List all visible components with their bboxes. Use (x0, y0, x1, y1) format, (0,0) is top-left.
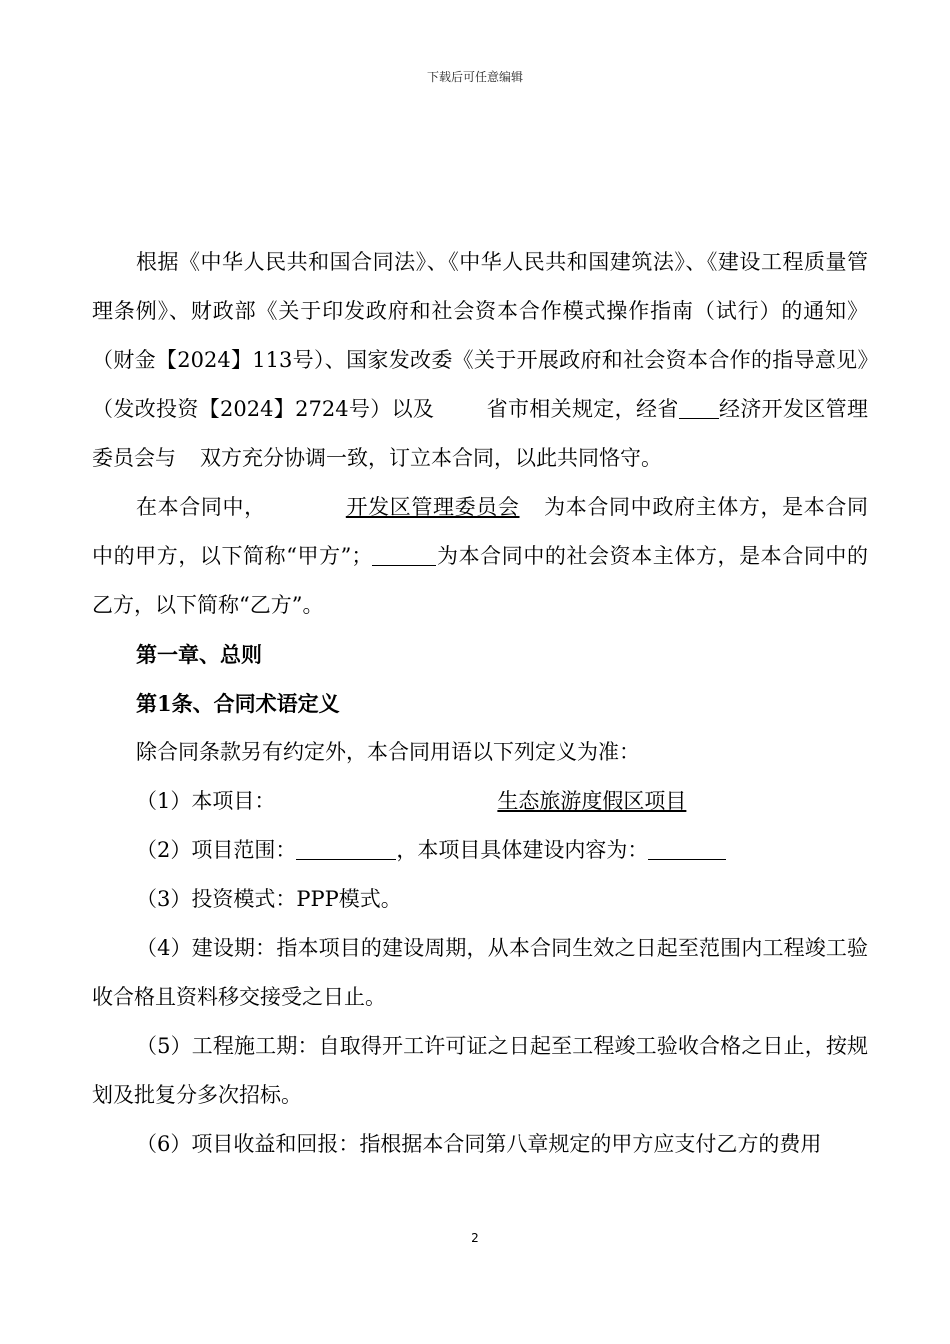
definition-item-3: （3）投资模式：PPP模式。 (136, 887, 402, 911)
parties-text-c: 为本合同中的社会资本主体方，是本合同中的乙方，以下简称“乙方”。 (92, 544, 868, 617)
article-heading: 第1条、合同术语定义 (136, 691, 340, 716)
preamble-text-a: 根据《中华人民共和国合同法》、《中华人民共和国建筑法》、《建设工程质量管理条例》、财政部《关于印发政府和社会资本合作模式操作指南（试行）的通知》（财金【2024】113号）、国家发改委《关于开展政府和社会资本合作的指导意见》（发改投资【2024】2724号）以及 (92, 250, 868, 421)
preamble-text-d: 双方充分协调一致，订立本合同，以此共同恪守。 (200, 446, 662, 470)
item1-label: （1）本项目： (136, 789, 276, 813)
province-blank (679, 397, 719, 419)
item2-label: （2）项目范围： (136, 838, 297, 862)
project-name: 生态旅游度假区项目 (497, 789, 687, 813)
item2-text: ，本项目具体建设内容为： (396, 838, 649, 862)
parties-text-b: 为本合同中政府主体方，是本合同中的甲方，以下简称“甲方”； (92, 495, 869, 568)
definition-item-6: （6）项目收益和回报：指根据本合同第八章规定的甲方应支付乙方的费用 (136, 1132, 822, 1156)
scope-blank (296, 838, 396, 860)
parties-text-a: 在本合同中， (136, 495, 266, 519)
definition-item-5: （5）工程施工期：自取得开工许可证之日起至工程竣工验收合格之日止，按规划及批复分多次招标。 (92, 1034, 868, 1107)
government-party-name: 开发区管理委员会 (345, 495, 520, 519)
preamble-paragraph (92, 238, 868, 483)
preamble-text-b: 省市相关规定，经省 (486, 397, 679, 421)
definition-item-2 (92, 826, 868, 875)
chapter-heading: 第一章、总则 (136, 642, 262, 667)
social-capital-blank (372, 544, 436, 566)
document-body (92, 238, 868, 1169)
parties-paragraph (92, 483, 868, 630)
content-blank (648, 838, 726, 860)
definition-item-4: （4）建设期：指本项目的建设周期，从本合同生效之日起至范围内工程竣工验收合格且资料移交接受之日止。 (92, 936, 868, 1009)
definitions-intro: 除合同条款另有约定外，本合同用语以下列定义为准： (136, 740, 640, 764)
preamble-text-c: 经济开发区管理委员会与 (92, 397, 869, 470)
definition-item-1 (92, 777, 868, 826)
page-number: 2 (471, 1231, 479, 1245)
page-header: 下载后可任意编辑 (426, 70, 523, 84)
